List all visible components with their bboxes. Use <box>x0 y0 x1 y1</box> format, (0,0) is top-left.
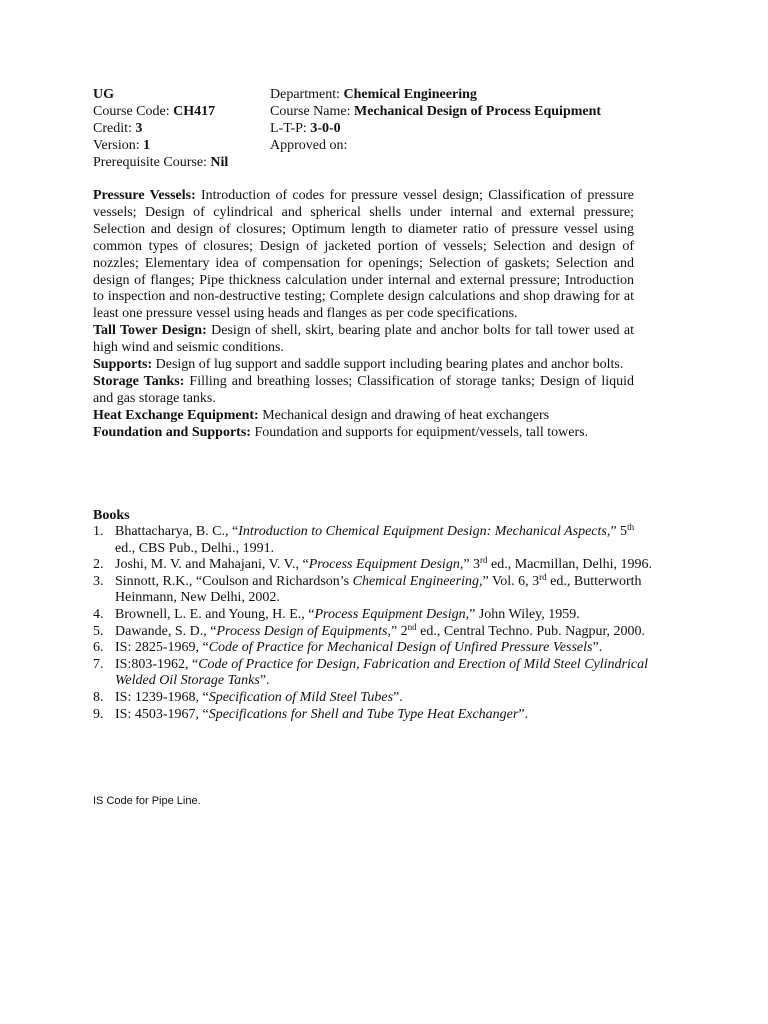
header-row-5 <box>93 154 653 171</box>
book-item: 7. IS:803-1962, “Code of Practice for Design, Fabrication and Erection of Mild Steel Cylindrical Welded Oil Storage Tanks”. <box>93 656 648 689</box>
syllabus-tall-tower: Tall Tower Design: Design of shell, skirt, bearing plate and anchor bolts for tall tower used at high wind and seismic conditions. <box>93 323 634 356</box>
course-header <box>93 86 653 171</box>
prerequisite: Prerequisite Course: Nil <box>93 155 229 170</box>
syllabus-supports: Supports: Design of lug support and saddle support including bearing plates and anchor bolts. <box>93 357 624 373</box>
book-item: 2. Joshi, M. V. and Mahajani, V. V., “Process Equipment Design,” 3rd ed., Macmillan, Delhi, 1996. <box>93 555 653 573</box>
book-item: 4. Brownell, L. E. and Young, H. E., “Process Equipment Design,” John Wiley, 1959. <box>93 606 580 622</box>
book-item: 1. Bhattacharya, B. C., “Introduction to Chemical Equipment Design: Mechanical Aspects,” 5th ed., CBS Pub., Delhi., 1991. <box>93 522 635 556</box>
syllabus-foundation: Foundation and Supports: Foundation and supports for equipment/vessels, tall towers. <box>93 424 589 440</box>
syllabus-heat-exchange: Heat Exchange Equipment: Mechanical design and drawing of heat exchangers <box>93 407 550 423</box>
course-code: Course Code: CH417 <box>93 104 216 119</box>
header-row-4 <box>93 137 653 154</box>
syllabus-body <box>93 188 634 442</box>
course-name: Course Name: Mechanical Design of Process Equipment <box>270 104 602 119</box>
book-item: 8. IS: 1239-1968, “Specification of Mild Steel Tubes”. <box>93 689 403 705</box>
books-heading: Books <box>93 508 130 523</box>
book-item: 9. IS: 4503-1967, “Specifications for Shell and Tube Type Heat Exchanger”. <box>93 706 529 722</box>
header-row-2 <box>93 103 653 120</box>
book-item: 5. Dawande, S. D., “Process Design of Equipments,” 2nd ed., Central Techno. Pub. Nagpur, 2000. <box>93 621 646 639</box>
syllabus-storage-tanks: Storage Tanks: Filling and breathing losses; Classification of storage tanks; Design of liquid and gas storage tanks. <box>93 373 634 406</box>
header-row-1 <box>93 86 653 103</box>
version: Version: 1 <box>93 138 151 153</box>
department: Department: Chemical Engineering <box>270 87 477 102</box>
header-row-3 <box>93 120 653 137</box>
book-list <box>93 524 653 723</box>
footer-note: IS Code for Pipe Line. <box>93 795 201 807</box>
book-item: 6. IS: 2825-1969, “Code of Practice for Mechanical Design of Unfired Pressure Vessels”. <box>93 640 603 656</box>
book-item: 3. Sinnott, R.K., “Coulson and Richardson’s Chemical Engineering,” Vol. 6, 3rd ed., Butterworth Heinmann, New Delhi, 2002. <box>93 571 642 606</box>
credit: Credit: 3 <box>93 121 143 136</box>
syllabus-pressure-vessels: Pressure Vessels: Introduction of codes for pressure vessel design; Classification of pressure vessels; Design of cylindrical and spherical shells under internal and external pressure; Selection and design of closures; Optimum length to diameter ratio of pressure vessel using common types of closures; Design of jacketed portion of vessels; Selection and design of nozzles; Elementary idea of compensation for openings; Selection of gaskets; Selection and design of flanges; Pipe thickness calculation under internal and external pressure; Introduction to inspection and non-destructive testing; Complete design calculations and shop drawing for at least one pressure vessel using heads and flanges as per code specifications. <box>93 188 635 322</box>
approved-on: Approved on: <box>270 138 348 153</box>
ltp: L-T-P: 3-0-0 <box>270 121 341 136</box>
level: UG <box>93 87 114 102</box>
